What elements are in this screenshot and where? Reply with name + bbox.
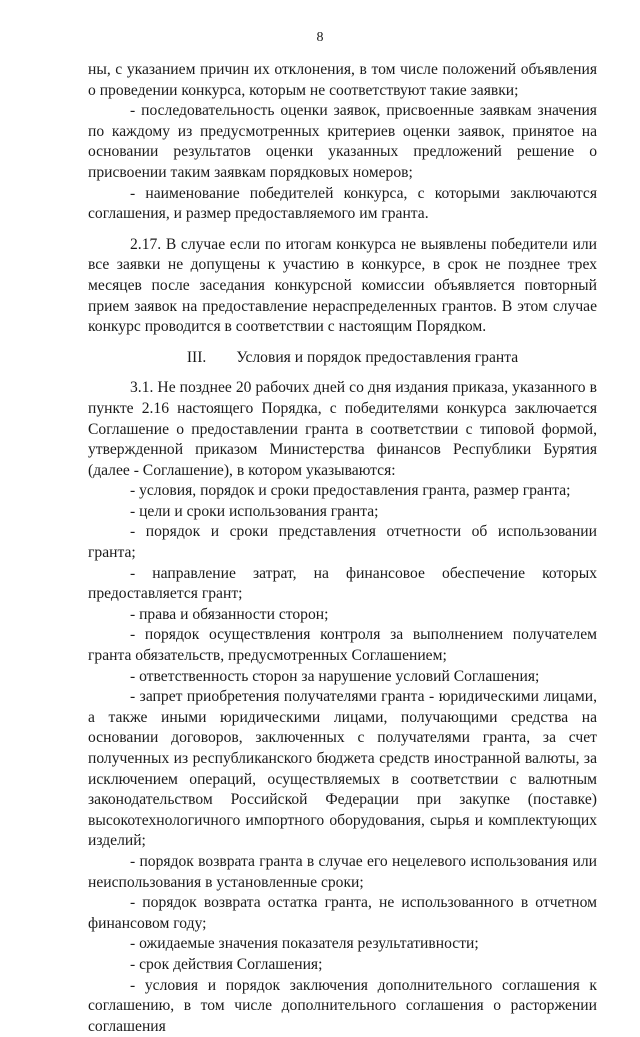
list-item: - срок действия Соглашения;	[130, 955, 323, 973]
document-body	[88, 60, 597, 1037]
list-item: - порядок возврата гранта в случае его нецелевого использования или неиспользования в установленные сроки;	[88, 852, 597, 891]
clause-2-17: 2.17. В случае если по итогам конкурса не выявлены победители или все заявки не допущены к участию в конкурсе, в срок не позднее трех месяцев после заседания конкурсной комиссии объявляется повторный прием заявок на предоставление нераспределенных грантов. В этом случае конкурс проводится в соответствии с настоящим Порядком.	[88, 235, 597, 336]
paragraph-gap	[88, 338, 597, 348]
list-item: - ожидаемые значения показателя результативности;	[130, 935, 479, 953]
paragraph-gap	[88, 225, 597, 235]
list-item: - порядок и сроки представления отчетности об использовании гранта;	[88, 523, 597, 562]
list-item: - порядок осуществления контроля за выполнением получателем гранта обязательств, предусмотренных Соглашением;	[88, 626, 597, 665]
list-item: - запрет приобретения получателями гранта - юридическими лицами, а также иными юридическими лицами, получающими средства на основании договоров, заключенных с получателями гранта, за счет полученных из республиканского бюджета средств иностранной валюты, за исключением операций, осуществляемых в соответствии с валютным законодательством Российской Федерации при закупке (поставке) высокотехнологичного импортного оборудования, сырья и комплектующих изделий;	[88, 688, 597, 850]
list-item: - наименование победителей конкурса, с которыми заключаются соглашения, и размер предоставляемого им гранта.	[88, 184, 597, 223]
section-heading-number: III.	[186, 348, 207, 366]
section-heading-title: Условия и порядок предоставления гранта	[236, 348, 519, 366]
paragraph-continuation: ны, с указанием причин их отклонения, в том числе положений объявления о проведении конкурса, которым не соответствуют такие заявки;	[88, 61, 597, 99]
section-heading	[88, 348, 597, 369]
list-item: - последовательность оценки заявок, присвоенные заявкам значения по каждому из предусмотренных критериев оценки заявок, принятое на основании результатов оценки указанных предложений решение о присвоении таким заявкам порядковых номеров;	[88, 102, 597, 181]
list-item: - права и обязанности сторон;	[130, 605, 329, 623]
list-item: - порядок возврата остатка гранта, не использованного в отчетном финансовом году;	[88, 894, 597, 932]
paragraph-gap	[88, 368, 597, 378]
list-item: - условия, порядок и сроки предоставления гранта, размер гранта;	[130, 482, 571, 500]
list-item: - цели и сроки использования гранта;	[130, 502, 379, 520]
list-item: - ответственность сторон за нарушение условий Соглашения;	[130, 667, 540, 685]
page-number: 8	[316, 30, 324, 45]
clause-3-1: 3.1. Не позднее 20 рабочих дней со дня издания приказа, указанного в пункте 2.16 настоящего Порядка, с победителями конкурса заключается Соглашение о предоставлении гранта в соответствии с типовой формой, утвержденной приказом Министерства финансов Республики Бурятия (далее - Соглашение), в котором указываются:	[88, 379, 597, 479]
list-item: - направление затрат, на финансовое обеспечение которых предоставляется грант;	[88, 564, 597, 603]
list-item: - условия и порядок заключения дополнительного соглашения к соглашению, в том числе дополнительного соглашения о расторжении соглашения	[88, 976, 597, 1035]
